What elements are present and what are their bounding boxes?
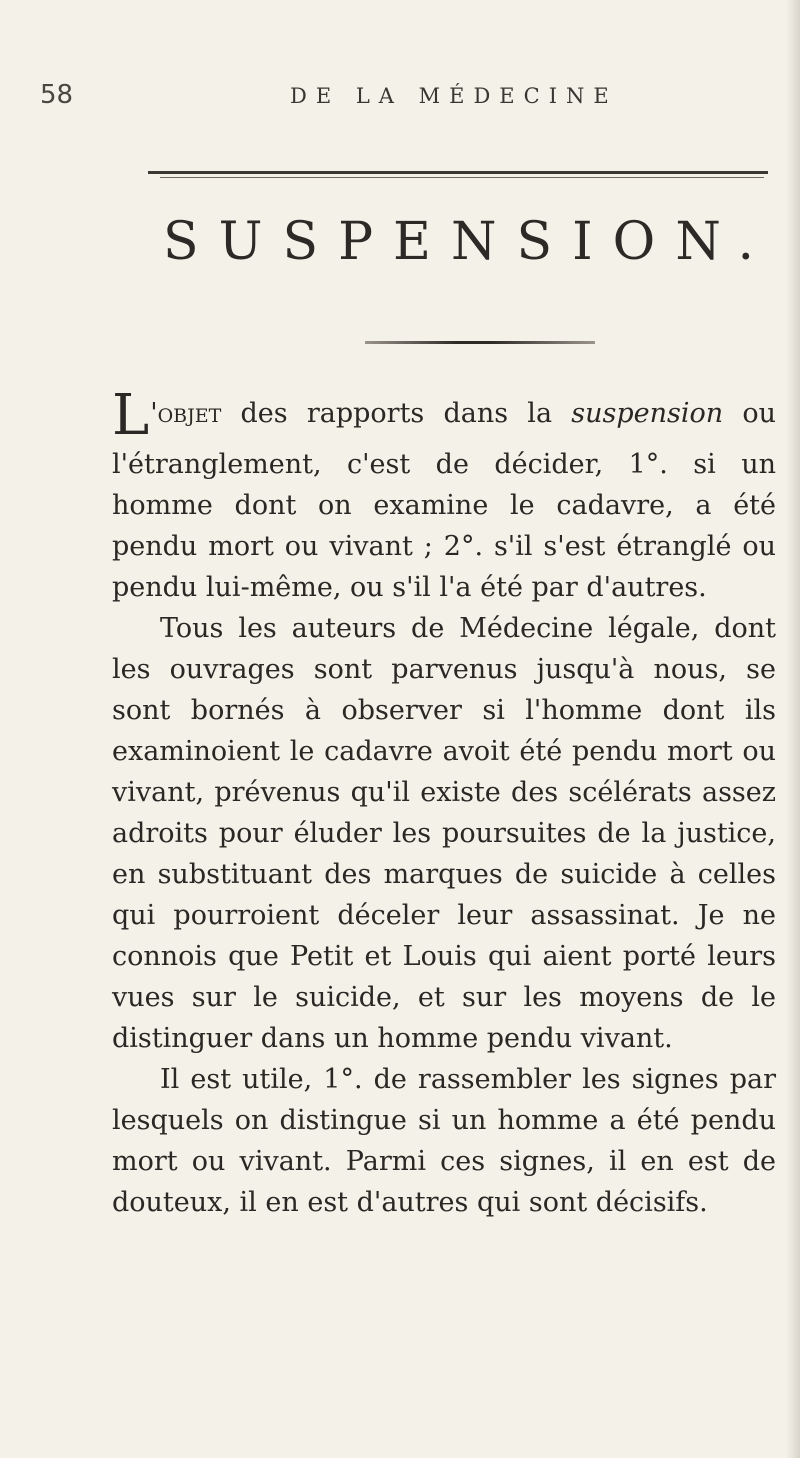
- section-title: SUSPENSION.: [163, 212, 775, 272]
- running-head: DE LA MÉDECINE: [290, 84, 618, 108]
- page-number: 58: [40, 80, 74, 110]
- italic-term: suspension: [571, 398, 724, 429]
- drop-cap: L: [112, 383, 150, 448]
- paragraph-1: [112, 383, 776, 608]
- paragraph-1-text-b: ou l'étranglement, c'est de décider, 1°. si un homme dont on examine le cadavre, a été pendu mort ou vivant ; 2°. s'il s'est étranglé ou pendu lui-même, ou s'il l'a été par d'autres.: [112, 398, 776, 603]
- header-rule: [148, 171, 768, 174]
- ornament-rule: [365, 341, 595, 344]
- paragraph-2: Tous les auteurs de Médecine légale, dont les ouvrages sont parvenus jusqu'à nous, se sont bornés à observer si l'homme dont ils examinoient le cadavre avoit été pendu mort ou vivant, prévenus qu'il existe des scélérats assez adroits pour éluder les poursuites de la justice, en substituant des marques de suicide à celles qui pourroient déceler leur assassinat. Je ne connois que Petit et Louis qui aient porté leurs vues sur le suicide, et sur les moyens de le distinguer dans un homme pendu vivant.: [112, 613, 776, 1054]
- lead-word: 'objet: [150, 398, 222, 429]
- body-text: [112, 383, 776, 1223]
- header-rule-thin: [160, 177, 764, 178]
- page-edge-shadow: [786, 0, 800, 1458]
- paragraph-3: Il est utile, 1°. de rassembler les signes par lesquels on distingue si un homme a été pendu mort ou vivant. Parmi ces signes, il en est de douteux, il en est d'autres qui sont décisifs.: [112, 1064, 776, 1218]
- paragraph-1-text-a: des rapports dans la: [221, 398, 572, 429]
